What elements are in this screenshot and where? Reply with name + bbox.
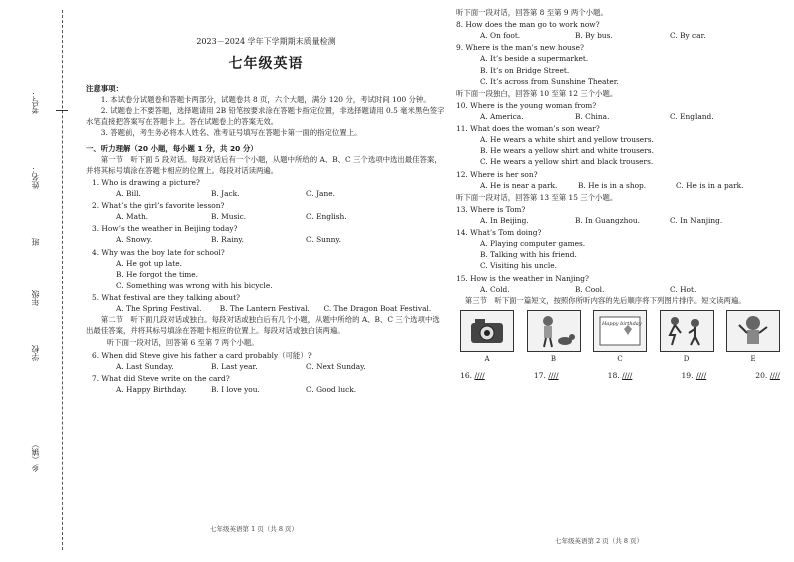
section1-instructions: 第一节 听下面 5 段对话。每段对话后有一个小题，从题中所给的 A、B、C 三个选项中选出最佳答案，并将其标号填涂在答题卡相应的位置上。每段对话读两遍。: [86, 154, 442, 175]
question-1: 1. Who is drawing a picture?: [92, 177, 200, 187]
card-text: Happy birthday: [602, 320, 642, 327]
section2-instructions: 第二节 听下面几段对话或独白。每段对话或独白后有几个小题，从题中所给的 A、B、C 三个选项中选出最佳答案，并将其标号填涂在答题卡相应的位置上。每段对话或独白读两遍。: [86, 315, 440, 336]
q15-options: [480, 284, 788, 295]
answer-19-number: 19.: [681, 371, 694, 381]
question-6: 6. When did Steve give his father a card probably（可能）?: [92, 350, 312, 360]
note-3: 3. 答题前，考生务必将本人姓名、准考证号填写在答题卡第一面的指定位置上。: [100, 128, 362, 138]
people-dancing-picture: [660, 310, 714, 352]
note-2: 2. 试题卷上不要答题，选择题请用 2B 铅笔按要求涂在答题卡指定位置，非选择题请用 0.5 毫米黑色签字水笔直接把答案写在答题卡上。答在试题卷上的答案无效。: [86, 106, 445, 127]
picture-a: [460, 310, 514, 365]
q8-option-a: A. On foot.: [480, 31, 521, 41]
boy-waving-picture: [726, 310, 780, 352]
q6-options: [116, 361, 446, 372]
question-11: 11. What does the woman’s son wear?: [456, 124, 600, 134]
answer-17[interactable]: [534, 370, 559, 381]
class-label: 班: [31, 238, 40, 246]
q3-option-b: B. Rainy.: [211, 235, 244, 245]
exam-no-line: [56, 110, 68, 111]
question-4: 4. Why was the boy late for school?: [92, 247, 225, 257]
q12-option-b: B. He is in a shop.: [578, 180, 647, 190]
q11-option-b: B. He wears a yellow shirt and white trousers.: [480, 146, 654, 156]
q11-option-a: A. He wears a white shirt and yellow trousers.: [480, 135, 654, 145]
listen-13-15: 听下面一段对话，回答第 13 至第 15 三个小题。: [456, 192, 618, 202]
question-14: 14. What’s Tom doing?: [456, 228, 542, 238]
q13-options: [480, 215, 788, 226]
answer-20-number: 20.: [755, 371, 768, 381]
q3-option-c: C. Sunny.: [306, 235, 341, 245]
listen-6-7: 听下面一段对话，回答第 6 至第 7 两个小题。: [106, 338, 259, 348]
answer-19-blank: ////: [695, 371, 707, 381]
question-10: 10. Where is the young woman from?: [456, 100, 597, 110]
answer-16-blank: ////: [474, 371, 485, 381]
q6-option-a: A. Last Sunday.: [116, 361, 174, 371]
question-5: 5. What festival are they talking about?: [92, 292, 241, 302]
name-label: 姓名：: [31, 165, 40, 189]
page-1-footer: 七年级英语第 1 页（共 8 页）: [210, 525, 299, 533]
q11-option-c: C. He wears a yellow shirt and black trousers.: [480, 157, 654, 167]
picture-c-label: C: [617, 354, 623, 363]
question-9: 9. Where is the man’s new house?: [456, 43, 584, 53]
picture-row: [460, 310, 780, 365]
q10-option-b: B. China.: [575, 111, 610, 121]
q10-options: [480, 111, 788, 122]
q1-option-b: B. Jack.: [211, 188, 240, 198]
exam-header: 2023－2024 学年下学期期末质量检测: [196, 37, 336, 46]
camera-picture: [460, 310, 514, 352]
cut-line: [62, 10, 63, 550]
q15-option-a: A. Cold.: [480, 284, 510, 294]
answer-19[interactable]: [681, 370, 706, 381]
question-2: 2. What’s the girl’s favorite lesson?: [92, 201, 225, 211]
q8-options: [480, 30, 788, 41]
listen-10-12: 听下面一段独白，回答第 10 至第 12 三个小题。: [456, 88, 618, 98]
question-8: 8. How does the man go to work now?: [456, 20, 600, 30]
question-15: 15. How is the weather in Nanjing?: [456, 273, 589, 283]
question-12: 12. Where is her son?: [456, 169, 538, 179]
q8-option-c: C. By car.: [670, 31, 706, 41]
q9-option-b: B. It’s on Bridge Street.: [480, 65, 570, 75]
part1-title: 一、听力理解（20 小题，每小题 1 分，共 20 分）: [86, 143, 258, 153]
q15-option-b: B. Cool.: [575, 284, 605, 294]
question-7: 7. What did Steve write on the card?: [92, 373, 230, 383]
q12-option-a: A. He is near a park.: [480, 180, 558, 190]
notes-title: 注意事项：: [86, 84, 123, 93]
q9-option-a: A. It’s beside a supermarket.: [480, 54, 589, 64]
answer-17-blank: ////: [548, 371, 559, 381]
q2-options: [116, 211, 446, 222]
answer-16[interactable]: [460, 370, 485, 381]
answer-17-number: 17.: [533, 371, 546, 381]
q3-options: [116, 234, 446, 245]
q14-option-c: C. Visiting his uncle.: [480, 261, 558, 271]
listen-8-9: 听下面一段对话，回答第 8 至第 9 两个小题。: [456, 8, 608, 17]
grade-label: 年级: [31, 290, 40, 306]
q4-option-a: A. He got up late.: [116, 258, 183, 268]
q12-option-c: C. He is in a park.: [676, 180, 744, 190]
q2-option-c: C. English.: [306, 212, 347, 222]
page-1: [86, 6, 446, 395]
birthday-card-picture: [593, 310, 647, 352]
q14-option-b: B. Talking with his friend.: [480, 250, 577, 260]
answer-20-blank: ////: [769, 371, 780, 381]
picture-d: [660, 310, 714, 365]
q7-option-c: C. Good luck.: [306, 384, 357, 394]
q1-option-a: A. Bill.: [116, 188, 141, 198]
q2-option-b: B. Music.: [211, 212, 247, 222]
answer-18-number: 18.: [607, 371, 620, 381]
q3-option-a: A. Snowy.: [116, 235, 153, 245]
picture-d-label: D: [683, 354, 690, 363]
q14-option-a: A. Playing computer games.: [480, 239, 586, 249]
answer-blanks: [460, 370, 780, 381]
binding-margin: [0, 0, 80, 562]
q4-option-c: C. Something was wrong with his bicycle.: [116, 280, 273, 290]
answer-18-blank: ////: [622, 371, 633, 381]
page-2-footer: 七年级英语第 2 页（共 8 页）: [555, 537, 644, 545]
subject-title: 七年级英语: [228, 56, 304, 72]
answer-20[interactable]: [755, 370, 780, 381]
q5-option-a: A. The Spring Festival.: [116, 304, 202, 314]
q13-option-a: A. In Beijing.: [480, 215, 529, 225]
q6-option-b: B. Last year.: [211, 361, 258, 371]
boy-with-dog-picture: [527, 310, 581, 352]
q10-option-a: A. America.: [480, 111, 524, 121]
picture-e-label: E: [750, 354, 756, 363]
picture-c: [593, 310, 647, 365]
q7-options: [116, 384, 446, 395]
q7-option-b: B. I love you.: [211, 384, 260, 394]
picture-a-label: A: [484, 354, 490, 363]
picture-e: [726, 310, 780, 365]
q5-option-c: C. The Dragon Boat Festival.: [323, 304, 432, 314]
q7-option-a: A. Happy Birthday.: [116, 384, 187, 394]
q2-option-a: A. Math.: [116, 212, 149, 222]
answer-16-number: 16.: [460, 371, 473, 381]
q12-options: [480, 180, 788, 191]
q15-option-c: C. Hot.: [670, 284, 697, 294]
q13-option-b: B. In Guangzhou.: [575, 215, 640, 225]
school-label: 学校: [31, 345, 40, 361]
q5-option-b: B. The Lantern Festival.: [219, 304, 310, 314]
q1-options: [116, 188, 446, 199]
answer-18[interactable]: [608, 370, 633, 381]
q8-option-b: B. By bus.: [575, 31, 613, 41]
township-label: 乡（镇）: [31, 440, 40, 472]
q1-option-c: C. Jane.: [306, 188, 335, 198]
q4-option-b: B. He forgot the time.: [116, 269, 199, 279]
page-2: [450, 6, 788, 382]
q10-option-c: C. England.: [670, 111, 714, 121]
q9-option-c: C. It’s across from Sunshine Theater.: [480, 76, 619, 86]
note-1: 1. 本试卷分试题卷和答题卡两部分，试题卷共 8 页，六个大题，满分 120 分，考试时间 100 分钟。: [100, 95, 431, 105]
q13-option-c: C. In Nanjing.: [670, 215, 723, 225]
picture-b: [527, 310, 581, 365]
section3-instructions: 第三节 听下面一篇短文，按照你所听内容的先后顺序将下列图片排序。短文读两遍。: [464, 295, 746, 305]
q6-option-c: C. Next Sunday.: [306, 361, 366, 371]
q5-options: [116, 303, 446, 314]
exam-no-label: 考号：: [31, 90, 40, 114]
question-3: 3. How’s the weather in Beijing today?: [92, 224, 238, 234]
picture-b-label: B: [550, 354, 557, 363]
question-13: 13. Where is Tom?: [456, 204, 526, 214]
